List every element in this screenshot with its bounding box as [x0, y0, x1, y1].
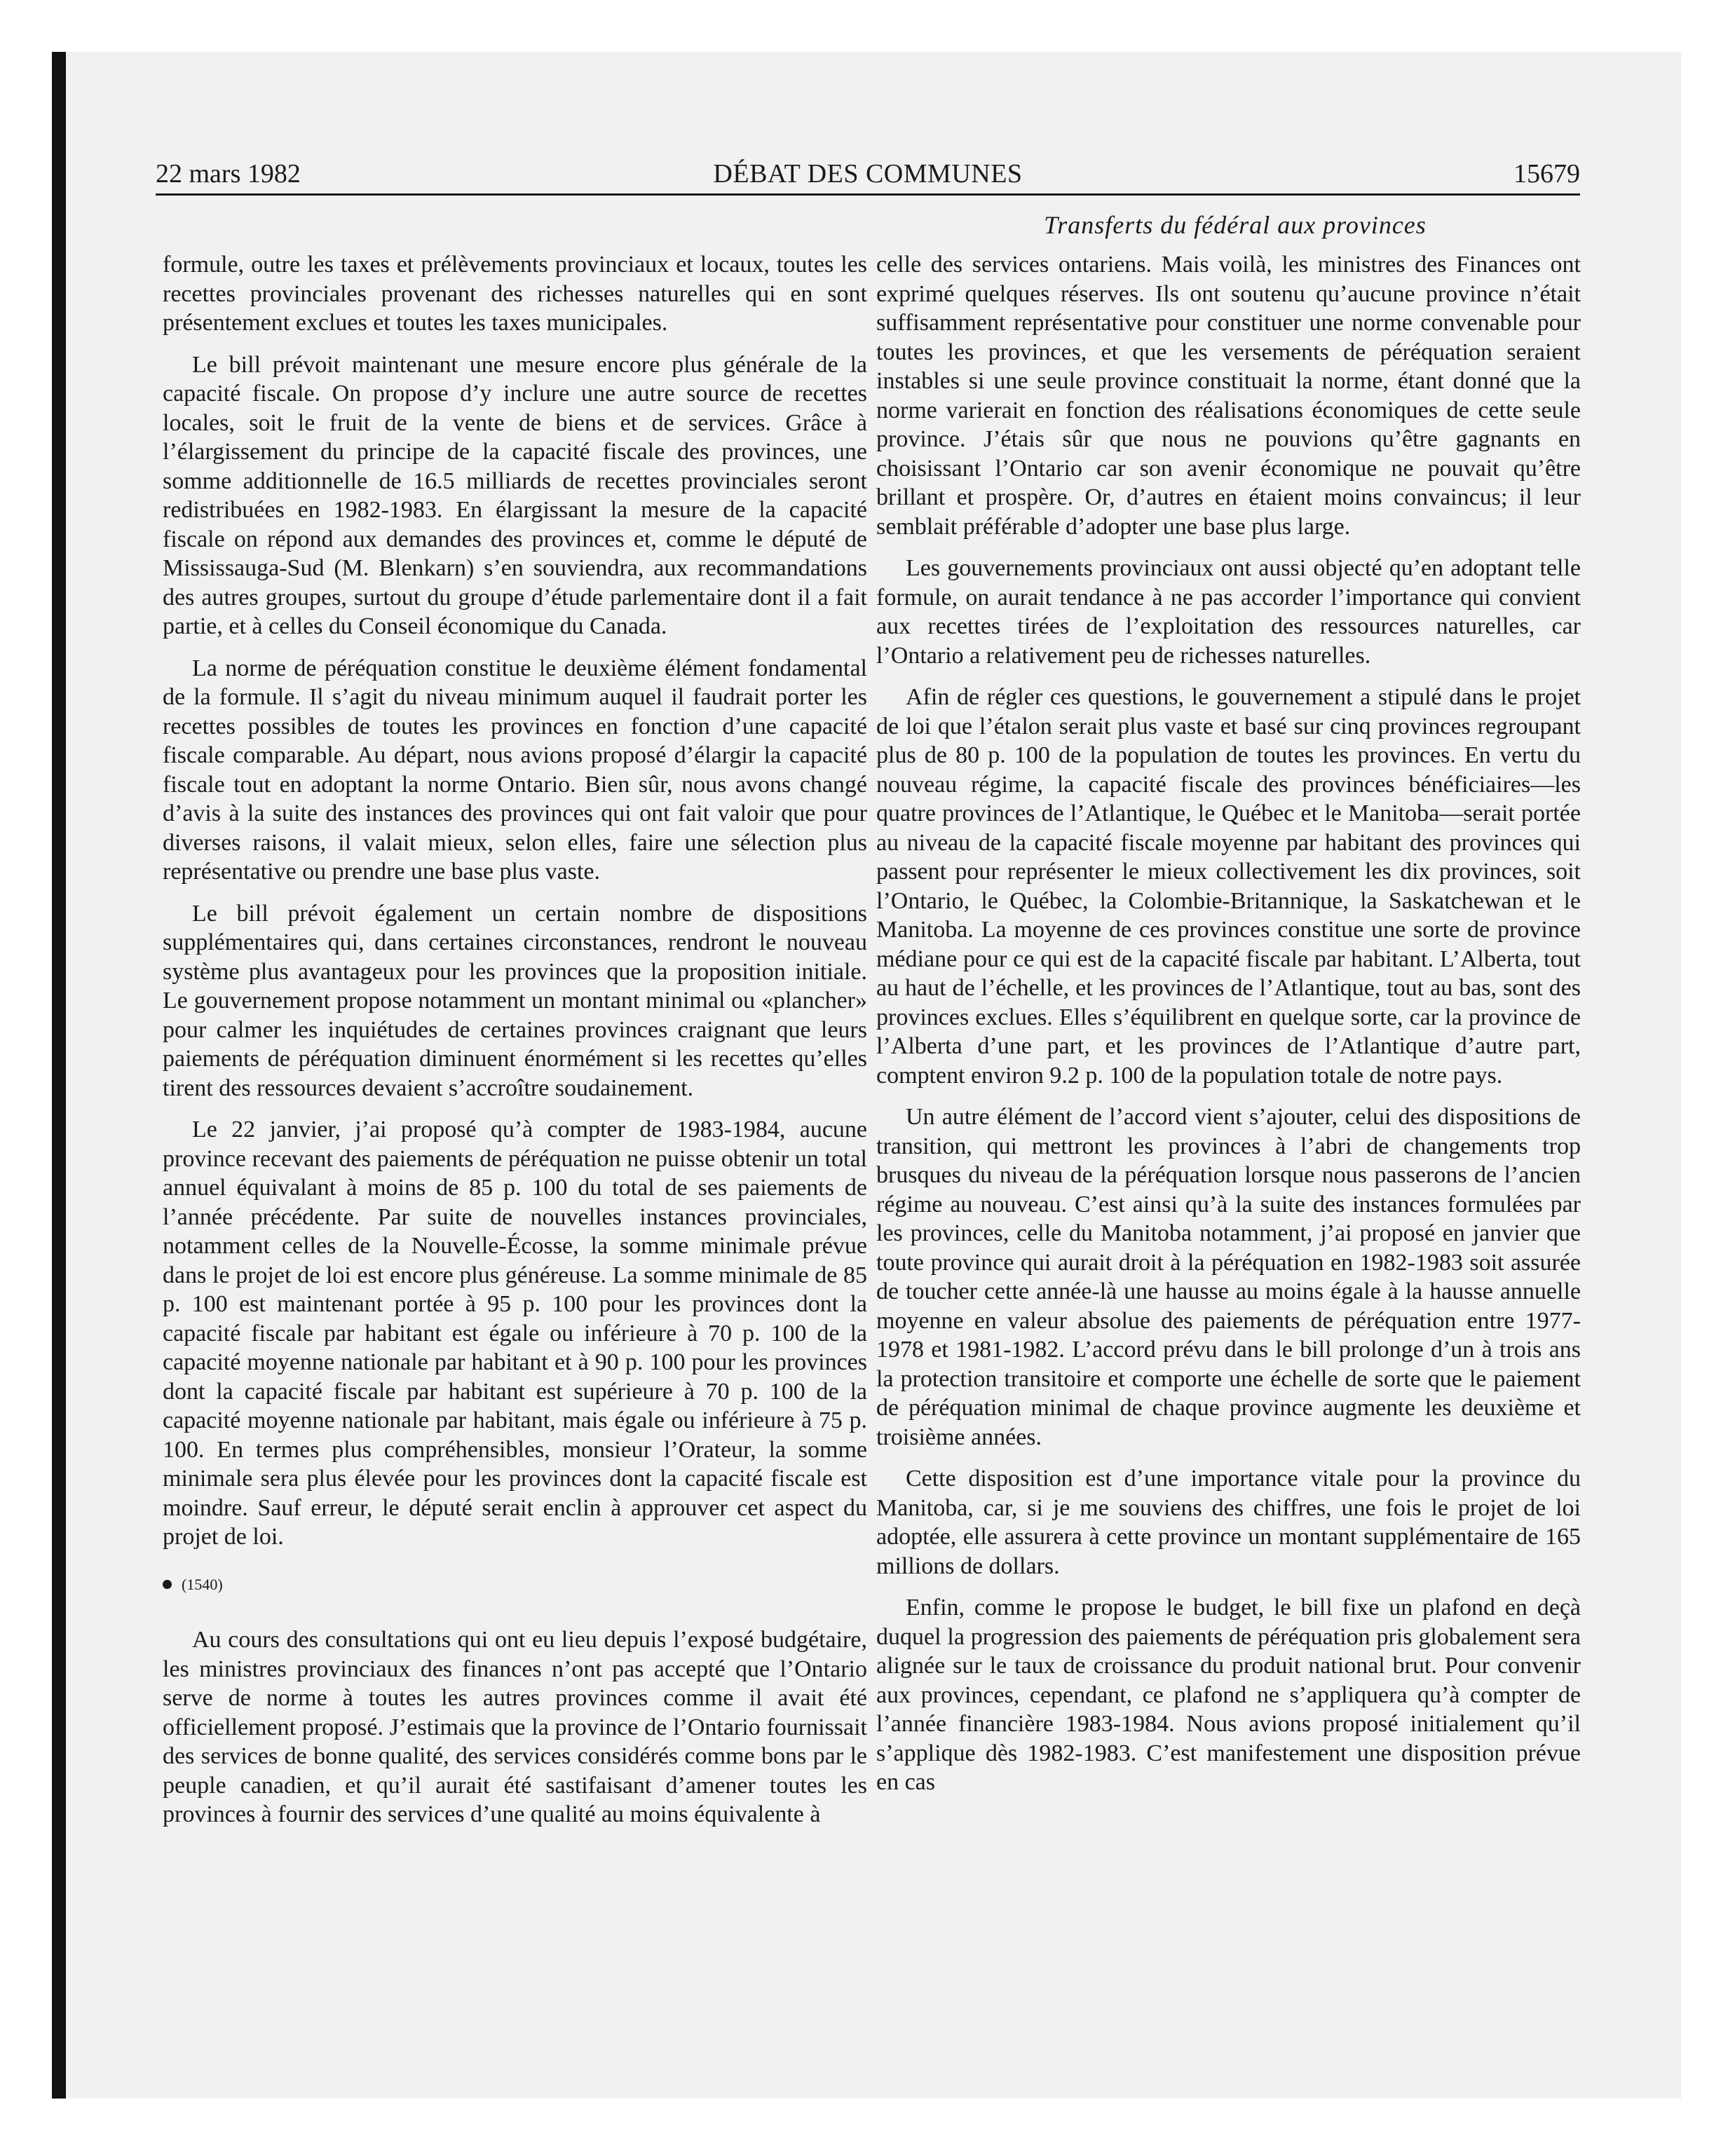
bullet-icon	[163, 1580, 172, 1589]
header-page-number: 15679	[1513, 159, 1580, 189]
right-column	[876, 250, 1581, 1810]
paragraph: Cette disposition est d’une importance vitale pour la province du Manitoba, car, si je me souviens des chiffres, une fois le projet de loi adoptée, elle assurera à cette province un montant supplémentaire de 165 millions de dollars.	[876, 1466, 1581, 1579]
paragraph: Le bill prévoit également un certain nombre de dispositions supplémentaires qui, dans certaines circonstances, rendront le nouveau système plus avantageux pour les provinces que la proposition initiale. Le gouvernement propose notamment un montant minimal ou «plancher» pour calmer les inquiétudes de certaines provinces craignant que leurs paiements de péréquation diminuent énormément si les recettes qu’elles tirent des ressources devaient s’accroître soudainement.	[163, 900, 867, 1101]
paragraph: Au cours des consultations qui ont eu lieu depuis l’exposé budgétaire, les ministres provinciaux des finances n’ont pas accepté que l’Ontario serve de norme à toutes les autres provinces comme il avait été officiellement proposé. J’estimais que la province de l’Ontario fournissait des services de bonne qualité, des services considérés comme bons par le peuple canadien, et qu’il aurait été sastifaisant d’amener toutes les provinces à fournir des services d’une qualité au moins équivalente à	[163, 1627, 867, 1827]
time-marker	[163, 1570, 867, 1599]
paragraph: Le 22 janvier, j’ai proposé qu’à compter de 1983-1984, aucune province recevant des paiements de péréquation ne puisse obtenir un total annuel équivalant à moins de 85 p. 100 du total de ses paiements de l’année précédente. Par suite de nouvelles instances provinciales, notamment celles de la Nouvelle-Écosse, la somme minimale prévue dans le projet de loi est encore plus généreuse. La somme minimale de 85 p. 100 est maintenant portée à 95 p. 100 pour les provinces dont la capacité fiscale par habitant est égale ou inférieure à 70 p. 100 de la capacité moyenne nationale par habitant et à 90 p. 100 pour les provinces dont la capacité fiscale par habitant est supérieure à 70 p. 100 de la capacité moyenne nationale par habitant, mais égale ou inférieure à 75 p. 100. En termes plus compréhensibles, monsieur l’Orateur, la somme minimale sera plus élevée pour les provinces dont la capacité fiscale est moindre. Sauf erreur, le député serait enclin à approuver cet aspect du projet de loi.	[163, 1117, 867, 1550]
paragraph: celle des services ontariens. Mais voilà, les ministres des Finances ont exprimé quelques réserves. Ils ont soutenu qu’aucune province n’était suffisamment représentative pour constituer une norme convenable pour toutes les provinces, et que les versements de péréquation seraient instables si une seule province constituait la norme, étant donné que la norme varierait en fonction des réalisations économiques de cette seule province. J’étais sûr que nous ne pouvions qu’être gagnants en choisissant l’Ontario car son avenir économique ne pouvait qu’être brillant et prospère. Or, d’autres en étaient moins convaincus; il leur semblait préférable d’adopter une base plus large.	[876, 252, 1581, 540]
paragraph: La norme de péréquation constitue le deuxième élément fondamental de la formule. Il s’agit du niveau minimum auquel il faudrait porter les recettes possibles de toutes les provinces en fonction d’une capacité fiscale comparable. Au départ, nous avions proposé d’élargir la capacité fiscale tout en adoptant la norme Ontario. Bien sûr, nous avons changé d’avis à la suite des instances des provinces qui ont fait valoir que pour diverses raisons, il valait mieux, selon elles, faire une sélection plus représentative ou prendre une base plus vaste.	[163, 655, 867, 885]
header-publication: DÉBAT DES COMMUNES	[713, 159, 1023, 189]
header-date: 22 mars 1982	[156, 159, 301, 189]
running-header	[156, 158, 1580, 195]
paragraph: Le bill prévoit maintenant une mesure encore plus générale de la capacité fiscale. On propose d’y inclure une autre source de recettes locales, soit le fruit de la vente de biens et de services. Grâce à l’élargissement du principe de la capacité fiscale des provinces, une somme additionnelle de 16.5 milliards de recettes provinciales seront redistribuées en 1982-1983. En élargissant la mesure de la capacité fiscale on répond aux demandes des provinces et, comme le député de Mississauga-Sud (M. Blenkarn) s’en souviendra, aux recommandations des autres groupes, surtout du groupe d’étude parlementaire dont il a fait partie, et à celles du Conseil économique du Canada.	[163, 351, 867, 639]
scan-border	[52, 52, 66, 2099]
paragraph: Un autre élément de l’accord vient s’ajouter, celui des dispositions de transition, qui mettront les provinces à l’abri de changements trop brusques du niveau de la péréquation lorsque nous passerons de l’ancien régime au nouveau. C’est ainsi qu’à la suite des instances formulées par les provinces, celle du Manitoba notamment, j’ai proposé en janvier que toute province qui aurait droit à la péréquation en 1982-1983 soit assurée de toucher cette année-là une hausse au moins égale à la hausse annuelle moyenne en valeur absolue des paiements de péréquation entre 1977-1978 et 1981-1982. L’accord prévu dans le bill prolonge d’un à trois ans la protection transitoire et comporte une échelle de sorte que le paiement de péréquation minimal de chaque province augmente les deuxième et troisième années.	[876, 1104, 1581, 1450]
header-rule	[156, 193, 1580, 196]
section-title: Transferts du fédéral aux provinces	[1044, 211, 1427, 239]
paragraph: formule, outre les taxes et prélèvements provinciaux et locaux, toutes les recettes provinciales provenant des richesses naturelles qui en sont présentement exclues et toutes les taxes municipales.	[163, 252, 867, 336]
left-column	[163, 250, 867, 1842]
time-marker-label: (1540)	[182, 1575, 223, 1593]
paragraph: Enfin, comme le propose le budget, le bill fixe un plafond en deçà duquel la progression des paiements de péréquation pris globalement sera alignée sur le taux de croissance du produit national brut. Pour convenir aux provinces, cependant, ce plafond ne s’appliquera qu’à compter de l’année financière 1983-1984. Nous avions proposé initialement qu’il s’applique dès 1982-1983. C’est manifestement une disposition prévue en cas	[876, 1595, 1581, 1795]
paragraph: Les gouvernements provinciaux ont aussi objecté qu’en adoptant telle formule, on aurait tendance à ne pas accorder l’importance qui convient aux recettes tirées de l’exploitation des ressources naturelles, car l’Ontario a relativement peu de richesses naturelles.	[876, 555, 1581, 669]
paragraph: Afin de régler ces questions, le gouvernement a stipulé dans le projet de loi que l’étalon serait plus vaste et basé sur cinq provinces regroupant plus de 80 p. 100 de la population de toutes les provinces. En vertu du nouveau régime, la capacité fiscale des provinces bénéficiaires—les quatre provinces de l’Atlantique, le Québec et le Manitoba—serait portée au niveau de la capacité fiscale moyenne par habitant des provinces qui passent pour représenter le mieux collectivement les dix provinces, soit l’Ontario, le Québec, la Colombie-Britannique, la Saskatchewan et le Manitoba. La moyenne de ces provinces constitue une sorte de province médiane pour ce qui est de la capacité fiscale par habitant. L’Alberta, tout au haut de l’échelle, et les provinces de l’Atlantique, tout au bas, sont des provinces exclues. Elles s’équilibrent en quelque sorte, car la province de l’Alberta d’une part, et les provinces de l’Atlantique d’autre part, comptent environ 9.2 p. 100 de la population totale de notre pays.	[876, 684, 1581, 1089]
